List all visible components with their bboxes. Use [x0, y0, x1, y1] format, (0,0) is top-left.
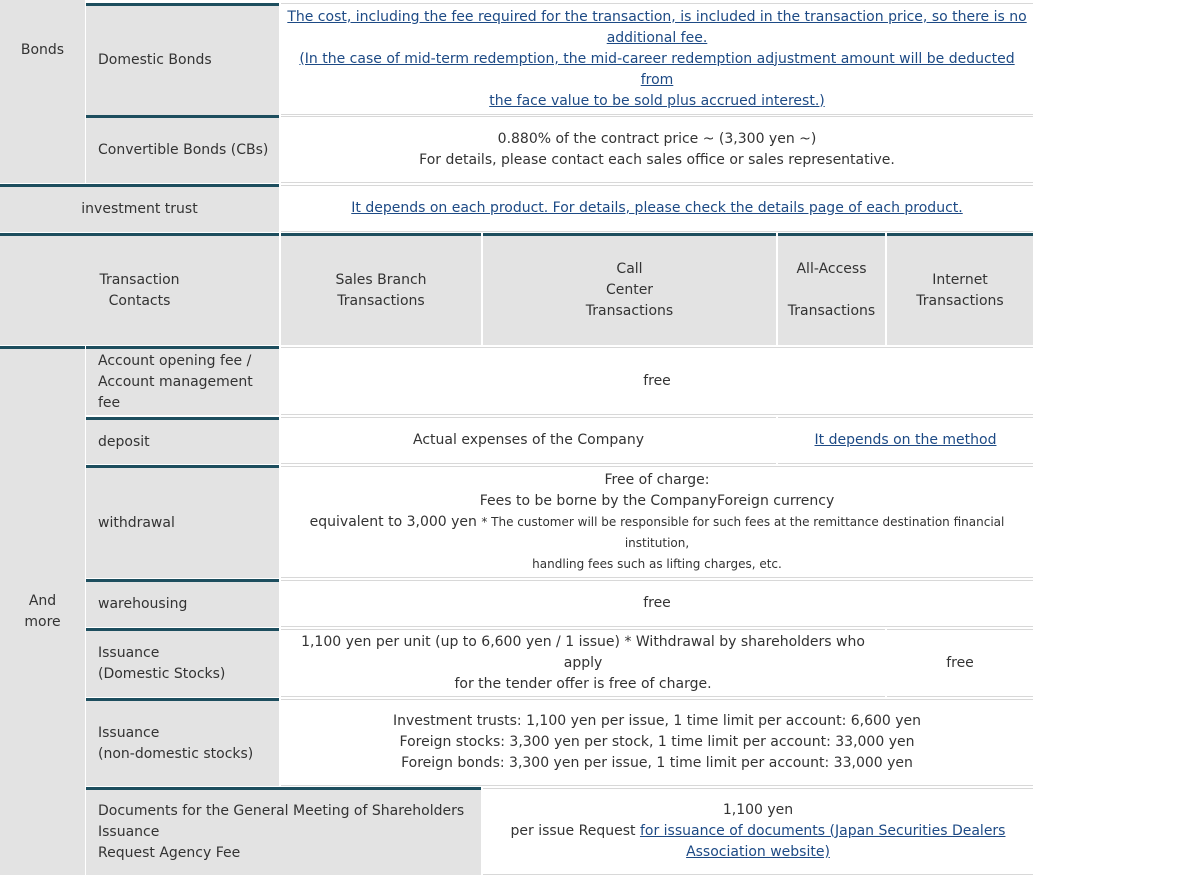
transaction-contacts-header	[0, 233, 279, 345]
transaction-contacts-label-1: Transaction	[99, 271, 180, 288]
issuance-domestic-label-2: (Domestic Stocks)	[98, 666, 226, 682]
convertible-bonds-label: Convertible Bonds (CBs)	[98, 142, 269, 158]
call-center-header-1: Call	[616, 261, 643, 277]
and-more-label-2: more	[24, 614, 61, 630]
account-fee-label-2: Account management fee	[98, 373, 253, 411]
issuance-nondomestic-label-1: Issuance	[98, 724, 160, 741]
domestic-bonds-label: Domestic Bonds	[98, 52, 212, 68]
investment-trust-label-cell	[0, 184, 279, 232]
investment-trust-link[interactable]: It depends on each product. For details, please check the details page of each product.	[351, 200, 963, 216]
deposit-value-cell	[281, 417, 776, 464]
withdrawal-text-3b: * The customer will be responsible for such fees at the remittance destination financial institution,	[481, 514, 1005, 550]
jsda-website-link-2[interactable]: Association website)	[686, 844, 830, 860]
withdrawal-text-2: Fees to be borne by the CompanyForeign currency	[479, 492, 835, 509]
all-access-header-2: Transactions	[787, 303, 876, 319]
domestic-bonds-label-cell	[86, 3, 279, 115]
agm-documents-label-3: Request Agency Fee	[98, 845, 241, 861]
withdrawal-label: withdrawal	[98, 514, 175, 531]
issuance-nondomestic-value-cell	[281, 699, 1033, 786]
investment-trust-label: investment trust	[81, 201, 198, 217]
domestic-bonds-text-3[interactable]: (In the case of mid-term redemption, the mid-career redemption adjustment amount will be deducted from	[299, 50, 1015, 88]
issuance-nondomestic-text-1: Investment trusts: 1,100 yen per issue, 1 time limit per account: 6,600 yen	[392, 713, 922, 729]
deposit-label-cell	[86, 417, 279, 464]
internet-header	[887, 233, 1033, 345]
deposit-method-link[interactable]: It depends on the method	[814, 432, 997, 448]
account-fee-label-cell	[86, 346, 279, 415]
investment-trust-value-cell	[281, 185, 1033, 232]
issuance-domestic-text-1: 1,100 yen per unit (up to 6,600 yen / 1 issue) * Withdrawal by shareholders who apply	[301, 633, 865, 671]
issuance-nondomestic-label-2: (non-domestic stocks)	[98, 745, 254, 762]
issuance-domestic-label-1: Issuance	[98, 645, 160, 661]
warehousing-value-cell	[281, 580, 1033, 627]
domestic-bonds-text-1[interactable]: The cost, including the fee required for the transaction, is included in the transaction price, so there is no	[287, 8, 1027, 25]
agm-documents-text-1: 1,100 yen	[722, 802, 794, 818]
account-fee-value: free	[643, 372, 671, 389]
deposit-method-cell	[778, 417, 1033, 464]
bonds-label: Bonds	[20, 42, 65, 58]
warehousing-value: free	[643, 595, 671, 611]
transaction-contacts-label-2: Contacts	[108, 292, 171, 309]
withdrawal-text-3a: equivalent to 3,000 yen	[309, 513, 477, 530]
call-center-header	[483, 233, 776, 345]
warehousing-label-cell	[86, 579, 279, 627]
agm-documents-label-cell	[86, 787, 481, 875]
all-access-header	[778, 233, 885, 345]
bonds-group-label	[0, 0, 85, 183]
withdrawal-text-1: Free of charge:	[604, 471, 710, 488]
issuance-domestic-internet-cell	[887, 629, 1033, 697]
call-center-header-3: Transactions	[585, 303, 674, 319]
issuance-domestic-internet-value: free	[946, 654, 974, 671]
agm-documents-text-2a: per issue Request	[510, 823, 636, 839]
issuance-domestic-text-2: for the tender offer is free of charge.	[454, 675, 712, 692]
account-fee-label-1: Account opening fee /	[98, 352, 252, 369]
deposit-label: deposit	[98, 433, 150, 450]
internet-header-1: Internet	[932, 271, 988, 288]
domestic-bonds-text-2[interactable]: additional fee.	[606, 29, 708, 46]
withdrawal-text-4: handling fees such as lifting charges, etc.	[532, 556, 782, 571]
sales-branch-header-1: Sales Branch	[335, 271, 427, 288]
convertible-bonds-value-cell	[281, 116, 1033, 183]
withdrawal-label-cell	[86, 465, 279, 578]
issuance-nondomestic-label-cell	[86, 698, 279, 786]
convertible-bonds-label-cell	[86, 115, 279, 183]
all-access-header-1: All-Access	[796, 261, 867, 277]
call-center-header-2: Center	[605, 282, 654, 298]
jsda-website-link[interactable]: for issuance of documents (Japan Securities Dealers	[639, 823, 1006, 839]
deposit-value: Actual expenses of the Company	[413, 432, 644, 448]
sales-branch-header	[281, 233, 481, 345]
convertible-bonds-text-2: For details, please contact each sales office or sales representative.	[419, 151, 895, 168]
convertible-bonds-text-1: 0.880% of the contract price ~ (3,300 yen ~)	[497, 130, 817, 147]
account-fee-value-cell	[281, 347, 1033, 415]
domestic-bonds-text-4[interactable]: the face value to be sold plus accrued interest.)	[489, 92, 825, 109]
sales-branch-header-2: Transactions	[337, 292, 425, 309]
withdrawal-value-cell	[281, 466, 1033, 578]
warehousing-label: warehousing	[98, 596, 188, 612]
issuance-nondomestic-text-3: Foreign bonds: 3,300 yen per issue, 1 time limit per account: 33,000 yen	[401, 755, 913, 771]
issuance-domestic-label-cell	[86, 628, 279, 697]
domestic-bonds-value-cell	[281, 3, 1033, 115]
internet-header-2: Transactions	[916, 292, 1004, 309]
issuance-domestic-value-cell	[281, 629, 885, 697]
issuance-nondomestic-text-2: Foreign stocks: 3,300 yen per stock, 1 time limit per account: 33,000 yen	[399, 734, 915, 750]
agm-documents-label-1: Documents for the General Meeting of Shareholders	[98, 803, 465, 819]
agm-documents-value-cell	[483, 788, 1033, 875]
and-more-label-1: And	[28, 593, 57, 609]
agm-documents-label-2: Issuance	[98, 824, 160, 840]
and-more-group-label	[0, 346, 85, 875]
